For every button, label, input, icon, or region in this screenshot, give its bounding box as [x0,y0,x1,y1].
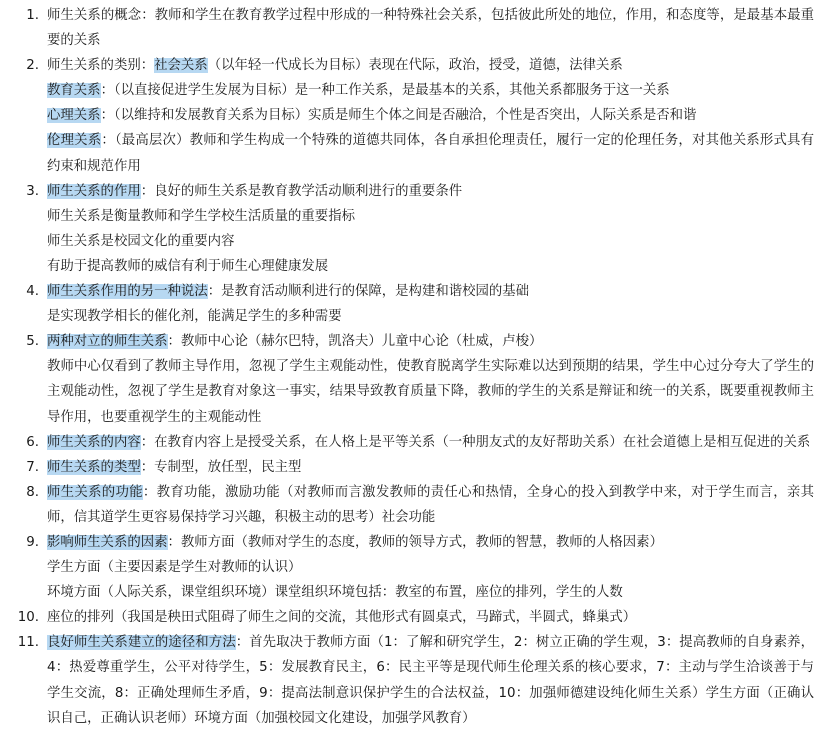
highlighted-term: 师生关系的内容 [47,434,141,450]
highlighted-term: 教育关系 [47,83,101,99]
line-text: 有助于提高教师的威信有利于师生心理健康发展 [47,258,329,274]
line-text: 教师中心仅看到了教师主导作用，忽视了学生主观能动性，使教育脱离学生实际难以达到预期的结果，学生中心过分夸大了学生的主观能动性，忽视了学生是教育对象这一事实，结果导致教育质量下降，教师的学生的关系是辩证和统一的关系，既要重视教师主导作用，也要重视学生的主观能动性 [47,359,814,425]
paragraph-line [47,254,814,279]
list-item [0,53,814,178]
paragraph-line [47,3,814,53]
list-item-body [47,455,814,480]
list-item-number: 4. [26,284,39,300]
line-text: 座位的排列（我国是秧田式阻碍了师生之间的交流，其他形式有圆桌式，马蹄式，半圆式，蜂巢式） [47,610,637,626]
line-text: ：良好的师生关系是教育教学活动顺利进行的重要条件 [140,183,463,199]
line-text: 师生关系是校园文化的重要内容 [47,233,235,249]
list-item-number: 3. [26,183,39,199]
list-item-body [47,430,814,455]
list-item [0,480,814,530]
list-item-body [47,480,814,530]
line-text: ：教师中心论（赫尔巴特，凯洛夫）儿童中心论（杜威，卢梭） [167,334,543,350]
paragraph-line [47,605,814,630]
line-text: ：首先取决于教师方面（1：了解和研究学生，2：树立正确的学生观，3：提高教师的自身素养，4：热爱尊重学生，公平对待学生，5：发展教育民主，6：民主平等是现代师生伦理关系的核心要求，7：主动与学生洽谈善于与学生交流，8：正确处理师生矛盾，9：提高法制意识保护学生的合法权益，10：加强师德建设纯化师生关系）学生方面（正确认识自己，正确认识老师）环境方面（加强校园文化建设，加强学风教育） [47,635,814,726]
line-text: ：教师方面（教师对学生的态度，教师的领导方式，教师的智慧，教师的人格因素） [167,534,663,550]
highlighted-term: 影响师生关系的因素 [47,534,168,550]
list-item-number: 7. [26,459,39,475]
list-item [0,3,814,53]
list-item [0,630,814,730]
highlighted-term: 师生关系作用的另一种说法 [47,284,208,300]
list-item [0,530,814,605]
line-text: 是实现教学相长的催化剂，能满足学生的多种需要 [47,309,342,325]
line-text: ：在教育内容上是授受关系，在人格上是平等关系（一种朋友式的友好帮助关系）在社会道德上是相互促进的关系 [140,434,811,450]
list-item-number: 8. [26,484,39,500]
list-item-number: 6. [26,434,39,450]
paragraph-line [47,455,814,480]
list-item-number: 9. [26,534,39,550]
list-item-body [47,530,814,605]
line-prefix: 师生关系的类别： [47,58,155,74]
paragraph-line [47,430,814,455]
line-text: 环境方面（人际关系，课堂组织环境）课堂组织环境包括：教室的布置，座位的排列，学生的人数 [47,585,623,601]
highlighted-term: 伦理关系 [47,133,102,149]
paragraph-line [47,279,814,304]
list-item [0,179,814,279]
paragraph-line [47,204,814,229]
line-text: ：教育功能，激励功能（对教师而言激发教师的责任心和热情，全身心的投入到教学中来，对于学生而言，亲其师，信其道学生更容易保持学习兴趣，积极主动的思考）社会功能 [47,484,815,525]
list-item-body [47,630,814,730]
list-item-number: 2. [26,58,39,74]
highlighted-term: 心理关系 [47,108,101,124]
list-item-number: 1. [26,8,39,23]
paragraph-line [47,580,814,605]
list-item-body [47,329,814,429]
highlighted-term: 社会关系 [154,58,208,74]
list-item [0,279,814,329]
paragraph-line [47,103,814,128]
paragraph-line [47,530,814,555]
paragraph-line [47,354,814,429]
line-text: ：（以维持和发展教育关系为目标）实质是师生个体之间是否融洽，个性是否突出，人际关系是否和谐 [100,108,697,124]
list-item [0,605,814,630]
line-text: （以年轻一代成长为目标）表现在代际，政治，授受，道德，法律关系 [207,58,623,74]
line-text: ：专制型，放任型，民主型 [140,459,302,475]
list-item [0,455,814,480]
list-item-number: 11. [17,635,39,651]
highlighted-term: 良好师生关系建立的途径和方法 [47,635,236,651]
highlighted-term: 两种对立的师生关系 [47,334,168,350]
list-item-body [47,53,814,178]
highlighted-term: 师生关系的作用 [47,183,141,199]
highlighted-term: 师生关系的类型 [47,459,141,475]
list-item [0,329,814,429]
paragraph-line [47,229,814,254]
paragraph-line [47,630,814,730]
paragraph-line [47,53,814,78]
list-item-number: 5. [26,334,39,350]
paragraph-line [47,555,814,580]
paragraph-line [47,78,814,103]
list-item-number: 10. [17,610,39,626]
paragraph-line [47,480,814,530]
paragraph-line [47,128,814,178]
list-item-body [47,179,814,279]
line-text: 师生关系的概念：教师和学生在教育教学过程中形成的一种特殊社会关系，包括彼此所处的地位，作用，和态度等，是最基本最重要的关系 [47,8,814,49]
list-item-body [47,279,814,329]
paragraph-line [47,304,814,329]
line-text: 学生方面（主要因素是学生对教师的认识） [47,560,302,576]
line-text: ：是教育活动顺利进行的保障，是构建和谐校园的基础 [207,284,530,300]
highlighted-term: 师生关系的功能 [47,484,143,500]
paragraph-line [47,179,814,204]
list-item-body [47,605,814,630]
line-text: ：（最高层次）教师和学生构成一个特殊的道德共同体，各自承担伦理责任，履行一定的伦理任务，对其他关系形式具有约束和规范作用 [47,133,815,174]
paragraph-line [47,329,814,354]
numbered-list [0,3,814,731]
line-text: ：（以直接促进学生发展为目标）是一种工作关系，是最基本的关系，其他关系都服务于这一关系 [100,83,670,99]
list-item-body [47,3,814,53]
line-text: 师生关系是衡量教师和学生学校生活质量的重要指标 [47,208,355,224]
list-item [0,430,814,455]
